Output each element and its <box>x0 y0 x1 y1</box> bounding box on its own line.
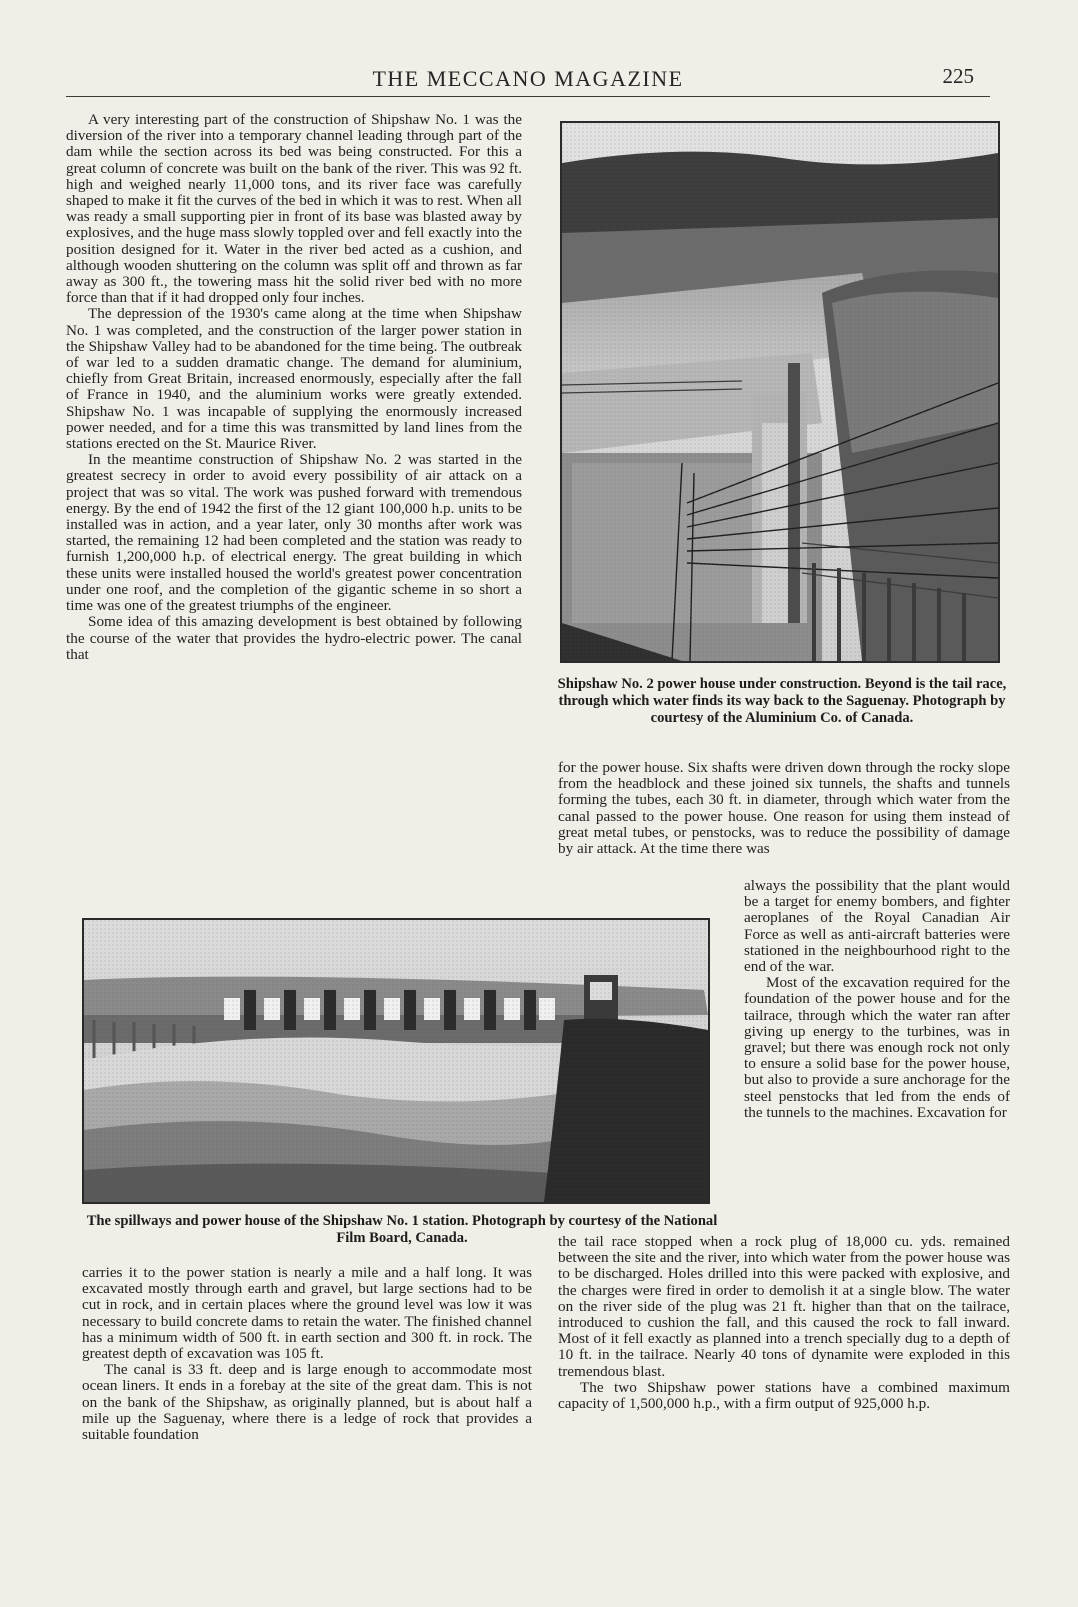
magazine-title: THE MECCANO MAGAZINE <box>372 66 684 91</box>
paragraph: A very interesting part of the construction of Shipshaw No. 1 was the diversion of the river into a temporary channel leading through part of the dam while the section across its bed was being constructed. For this a great column of concrete was built on the bank of the river. This was 92 ft. high and weighed nearly 11,000 tons, and its river face was carefully shaped to make it fit the curves of the bed in which it was to rest. When all was ready a small supporting pier in front of its base was blasted away by explosives, and the huge mass slowly toppled over and fell exactly into the position designed for it. Water in the river bed acted as a cushion, and although wooden shuttering on the column was split off and thrown as far away as 300 ft., the towering mass hit the solid river bed with no more force than that if it had dropped only four inches. <box>66 112 522 307</box>
paragraph: The depression of the 1930's came along at the time when Shipshaw No. 1 was completed, and the construction of the larger power station in the Shipshaw Valley had to be abandoned for the time being. The outbreak of war led to a sudden dramatic change. The demand for aluminium, chiefly from Great Britain, increased enormously, especially after the fall of France in 1940, and the aluminium works were greatly extended. Shipshaw No. 1 was incapable of supplying the enormously increased power needed, and for a time this was transmitted by land lines from the stations erected on the St. Maurice River. <box>66 305 522 453</box>
photo-illustration <box>84 920 708 1202</box>
paragraph: The canal is 33 ft. deep and is large enough to accommodate most ocean liners. It ends in a forebay at the site of the great dam. This is not on the bank of the Shipshaw, as originally planned, but is about half a mile up the Saguenay, where there is a ledge of rock that provides a suitable foundation <box>82 1361 532 1444</box>
power-house-construction-photo <box>560 121 1000 663</box>
right-column-b <box>744 878 1010 1234</box>
paragraph: the tail race stopped when a rock plug of 18,000 cu. yds. remained between the site and the river, into which water from the power house was to be discharged. Holes drilled into this were packed with explosive, and the charges were fired in order to demolish it at a single blow. The water on the river side of the plug was 21 ft. higher than that on the tailrace, introduced to cushion the fall, and this caused the rock to fall inward. Most of it fell exactly as planned into a trench specially dug to a depth of 10 ft. in the tailrace. Nearly 40 tons of dynamite were exploded in this tremendous blast. <box>558 1234 1010 1380</box>
paragraph: for the power house. Six shafts were driven down through the rocky slope from the headblock and these joined six tunnels, the shafts and tunnels forming the tubes, each 30 ft. in diameter, through which water from the canal passed to the power house. One reason for using them instead of great metal tubes, or penstocks, was to reduce the possibility of damage by air attack. At the time there was <box>558 760 1010 858</box>
left-column-bottom <box>82 1265 532 1515</box>
spillways-photo <box>82 918 710 1204</box>
right-column-c <box>558 1234 1010 1494</box>
bottom-photo-caption: The spillways and power house of the Shipshaw No. 1 station. Photograph by courtesy of the National Film Board, Canada. <box>86 1213 718 1246</box>
paragraph: Some idea of this amazing development is best obtained by following the course of the water that provides the hydro-electric power. The canal that <box>66 613 522 663</box>
left-column-top <box>66 112 522 892</box>
paragraph: always the possibility that the plant would be a target for enemy bombers, and fighter aeroplanes of the Royal Canadian Air Force as well as anti-aircraft batteries were stationed in the neighbourhood right to the end of the war. <box>744 878 1010 976</box>
right-column-a <box>558 760 1010 878</box>
masthead <box>66 64 990 97</box>
paragraph: In the meantime construction of Shipshaw No. 2 was started in the greatest secrecy in order to avoid every possibility of air attack on a project that was so vital. The work was pushed forward with tremendous energy. By the end of 1942 the first of the 12 giant 100,000 h.p. units to be installed was in action, and a year later, only 30 months after work was started, the remaining 12 had been completed and the station was ready to furnish 1,200,000 h.p. of electrical energy. The great building in which these units were installed housed the world's greatest power concentration under one roof, and the completion of the gigantic scheme in so short a time was one of the greatest triumphs of the engineer. <box>66 451 522 615</box>
paragraph: carries it to the power station is nearly a mile and a half long. It was excavated mostly through earth and gravel, but large sections had to be cut in rock, and in certain places where the ground level was low it was necessary to build concrete dams to retain the water. The finished channel has a minimum width of 500 ft. in earth section and 300 ft. in rock. The greatest depth of excavation was 105 ft. <box>82 1265 532 1363</box>
paragraph: The two Shipshaw power stations have a combined maximum capacity of 1,500,000 h.p., with a firm output of 925,000 h.p. <box>558 1378 1010 1413</box>
top-photo-caption: Shipshaw No. 2 power house under construction. Beyond is the tail race, through which water finds its way back to the Saguenay. Photograph by courtesy of the Aluminium Co. of Canada. <box>557 676 1007 726</box>
photo-illustration <box>562 123 998 661</box>
page-number: 225 <box>942 64 974 88</box>
paragraph: Most of the excavation required for the foundation of the power house and for the tailrace, through which the water ran after giving up energy to the turbines, was in gravel; but there was enough rock not only to ensure a solid base for the power house, but also to provide a sure anchorage for the steel penstocks that led from the ends of the tunnels to the machines. Excavation for <box>744 974 1010 1121</box>
